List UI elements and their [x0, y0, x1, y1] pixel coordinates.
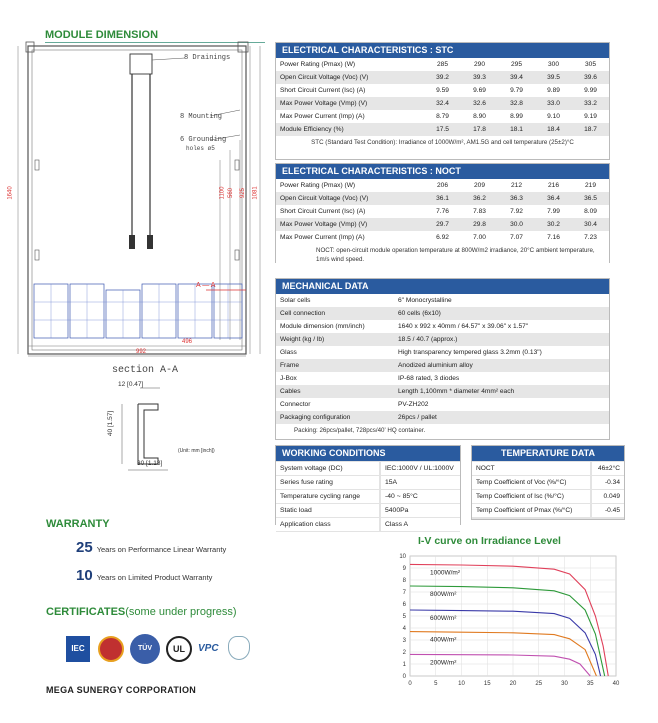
dim-height: 1640	[7, 186, 14, 200]
mechanical-panel	[275, 278, 610, 440]
stc-value: 32.4	[424, 97, 461, 110]
temperature-value: -0.34	[591, 476, 624, 490]
mechanical-row	[276, 346, 609, 359]
working-label: System voltage (DC)	[276, 462, 380, 476]
mechanical-value: Length 1,100mm * diameter 4mm² each	[394, 385, 609, 398]
stc-value: 9.59	[424, 84, 461, 97]
warranty-years-10: 10	[76, 567, 93, 584]
temperature-value: 46±2°C	[591, 462, 624, 476]
working-label: Series fuse rating	[276, 476, 380, 490]
working-title: WORKING CONDITIONS	[276, 446, 460, 461]
mechanical-label: Packaging configuration	[276, 411, 394, 424]
stc-value: 18.1	[498, 123, 535, 136]
ul-logo-icon: UL	[166, 636, 192, 662]
dim-1081: 1081	[252, 186, 259, 200]
noct-value: 36.4	[535, 192, 572, 205]
y-tick-label: 10	[399, 554, 406, 560]
temperature-label: Temp Coefficient of Isc (%/°C)	[472, 490, 591, 504]
mechanical-row	[276, 385, 609, 398]
dim-1100: 1100	[219, 186, 226, 200]
dim-992: 992	[136, 349, 147, 355]
stc-value: 33.2	[572, 97, 609, 110]
mechanical-title: MECHANICAL DATA	[276, 279, 609, 294]
noct-value: 8.09	[572, 205, 609, 218]
mechanical-table	[276, 294, 609, 424]
stc-row	[276, 71, 609, 84]
noct-value: 6.92	[424, 231, 461, 244]
mechanical-row	[276, 372, 609, 385]
series-label: 800W/m²	[430, 591, 457, 598]
mechanical-row	[276, 398, 609, 411]
temperature-panel	[471, 445, 625, 520]
stc-value: 18.4	[535, 123, 572, 136]
y-tick-label: 4	[402, 626, 406, 632]
stc-label: Max Power Current (Imp) (A)	[276, 110, 424, 123]
module-dimension-drawing	[7, 40, 272, 370]
stc-value: 9.19	[572, 110, 609, 123]
stc-value: 9.10	[535, 110, 572, 123]
tuv-logo-icon: TÜV	[130, 634, 160, 664]
mechanical-value: IP-68 rated, 3 diodes	[394, 372, 609, 385]
company-name: MEGA SUNERGY CORPORATION	[46, 685, 197, 695]
working-row	[276, 504, 460, 518]
stc-note: STC (Standard Test Condition): Irradiance of 1000W/m², AM1.5G and cell temperature (25±2)°C	[276, 136, 609, 149]
mechanical-label: Cell connection	[276, 307, 394, 320]
noct-note: NOCT: open-circuit module operation temperature at 800W/m2 irradiance, 20°C ambient temperature, 1m/s wind speed.	[276, 244, 609, 266]
stc-value: 285	[424, 58, 461, 71]
stc-label: Short Circuit Current (Isc) (A)	[276, 84, 424, 97]
noct-label: Max Power Current (Imp) (A)	[276, 231, 424, 244]
stc-value: 17.8	[461, 123, 498, 136]
mechanical-value: PV-ZH202	[394, 398, 609, 411]
stc-label: Power Rating (Pmax) (W)	[276, 58, 424, 71]
noct-value: 209	[461, 179, 498, 192]
noct-value: 29.8	[461, 218, 498, 231]
stc-value: 295	[498, 58, 535, 71]
temperature-row	[472, 476, 624, 490]
vpc-logo-icon: VPC	[198, 643, 219, 654]
noct-value: 212	[498, 179, 535, 192]
section-dim-height: 40 [1.57]	[107, 410, 115, 437]
module-dimension-title: MODULE DIMENSION	[45, 29, 159, 41]
certificates-subtitle: (some under progress)	[125, 606, 237, 618]
noct-value: 30.0	[498, 218, 535, 231]
y-tick-label: 9	[402, 566, 406, 572]
warranty-text-10: Years on Limited Product Warranty	[96, 573, 213, 582]
mechanical-row	[276, 333, 609, 346]
stc-value: 32.8	[498, 97, 535, 110]
working-value: 15A	[380, 476, 460, 490]
x-tick-label: 20	[509, 681, 517, 687]
working-value: Class A	[380, 518, 460, 532]
noct-label: Short Circuit Current (Isc) (A)	[276, 205, 424, 218]
mechanical-label: Cables	[276, 385, 394, 398]
mechanical-value: 1640 x 992 x 40mm / 64.57" x 39.06" x 1.57"	[394, 320, 609, 333]
stc-value: 9.89	[535, 84, 572, 97]
working-row	[276, 476, 460, 490]
noct-label: Power Rating (Pmax) (W)	[276, 179, 424, 192]
mechanical-label: J-Box	[276, 372, 394, 385]
y-tick-label: 3	[402, 638, 406, 644]
warranty-item-10	[76, 567, 212, 584]
mechanical-value: 60 cells (6x10)	[394, 307, 609, 320]
x-tick-label: 30	[561, 681, 568, 687]
noct-value: 36.5	[572, 192, 609, 205]
temperature-title: TEMPERATURE DATA	[472, 446, 624, 461]
stc-value: 300	[535, 58, 572, 71]
noct-row	[276, 179, 609, 192]
noct-value: 30.4	[572, 218, 609, 231]
stc-value: 9.69	[461, 84, 498, 97]
warranty-text-25: Years on Performance Linear Warranty	[96, 545, 227, 554]
section-dim-bottom: 30 [1.18]	[137, 460, 163, 467]
stc-value: 9.99	[572, 84, 609, 97]
noct-value: 7.00	[461, 231, 498, 244]
temperature-label: NOCT	[472, 462, 591, 476]
stc-label: Module Efficiency (%)	[276, 123, 424, 136]
dim-925: 925	[240, 187, 247, 199]
x-tick-label: 25	[535, 681, 543, 687]
stc-value: 18.7	[572, 123, 609, 136]
stc-value: 39.6	[572, 71, 609, 84]
noct-value: 7.23	[572, 231, 609, 244]
noct-value: 36.1	[424, 192, 461, 205]
noct-value: 219	[572, 179, 609, 192]
stc-value: 39.4	[498, 71, 535, 84]
temperature-label: Temp Coefficient of Voc (%/°C)	[472, 476, 591, 490]
working-label: Application class	[276, 518, 380, 532]
stc-value: 8.90	[461, 110, 498, 123]
series-label: 200W/m²	[430, 659, 457, 667]
y-tick-label: 6	[402, 602, 406, 608]
noct-value: 7.83	[461, 205, 498, 218]
mechanical-label: Solar cells	[276, 294, 394, 307]
mechanical-label: Glass	[276, 346, 394, 359]
noct-label: Open Circuit Voltage (Voc) (V)	[276, 192, 424, 205]
stc-row	[276, 97, 609, 110]
chart-title: I-V curve on Irradiance Level	[418, 535, 561, 547]
warranty-title: WARRANTY	[46, 518, 110, 530]
x-tick-label: 0	[408, 681, 412, 687]
noct-value: 36.3	[498, 192, 535, 205]
stc-label: Open Circuit Voltage (Voc) (V)	[276, 71, 424, 84]
y-tick-label: 2	[402, 650, 406, 656]
working-value: IEC:1000V / UL:1000V	[380, 462, 460, 476]
y-tick-label: 5	[402, 614, 406, 620]
working-table	[276, 462, 460, 532]
noct-panel	[275, 163, 610, 263]
y-tick-label: 8	[402, 578, 406, 584]
stc-value: 8.79	[424, 110, 461, 123]
mechanical-note: Packing: 26pcs/pallet, 728pcs/40' HQ container.	[276, 424, 609, 437]
x-tick-label: 5	[434, 681, 438, 687]
mechanical-value: Anodized aluminium alloy	[394, 359, 609, 372]
x-tick-label: 10	[458, 681, 465, 687]
noct-title: ELECTRICAL CHARACTERISTICS : NOCT	[276, 164, 609, 179]
temperature-label: Temp Coefficient of Pmax (%/°C)	[472, 504, 591, 518]
noct-value: 30.2	[535, 218, 572, 231]
stc-label: Max Power Voltage (Vmp) (V)	[276, 97, 424, 110]
mechanical-row	[276, 320, 609, 333]
working-row	[276, 490, 460, 504]
certificates-title	[46, 606, 237, 618]
mcs-logo-icon	[98, 636, 124, 662]
stc-value: 8.99	[498, 110, 535, 123]
mechanical-value: High transparency tempered glass 3.2mm (0.13")	[394, 346, 609, 359]
stc-panel	[275, 42, 610, 160]
working-value: 5400Pa	[380, 504, 460, 518]
series-label: 1000W/m²	[430, 569, 460, 577]
noct-label: Max Power Voltage (Vmp) (V)	[276, 218, 424, 231]
temperature-table	[472, 462, 624, 518]
nos-logo-icon	[228, 636, 250, 660]
y-tick-label: 7	[402, 590, 406, 596]
noct-row	[276, 205, 609, 218]
noct-value: 29.7	[424, 218, 461, 231]
y-tick-label: 0	[402, 674, 406, 680]
dim-496: 496	[182, 339, 193, 345]
mechanical-row	[276, 294, 609, 307]
stc-row	[276, 110, 609, 123]
mechanical-label: Weight (kg / lb)	[276, 333, 394, 346]
mechanical-row	[276, 307, 609, 320]
noct-value: 206	[424, 179, 461, 192]
mechanical-value: 6" Monocrystalline	[394, 294, 609, 307]
mechanical-row	[276, 359, 609, 372]
dim-560: 560	[228, 187, 235, 199]
unit-note: (Unit: mm [inch])	[178, 448, 215, 454]
iv-curve-chart	[392, 550, 624, 695]
noct-value: 7.99	[535, 205, 572, 218]
stc-table	[276, 58, 609, 136]
x-tick-label: 35	[586, 681, 594, 687]
mechanical-label: Frame	[276, 359, 394, 372]
noct-row	[276, 231, 609, 244]
y-tick-label: 1	[402, 662, 406, 668]
stc-value: 17.5	[424, 123, 461, 136]
working-row	[276, 518, 460, 532]
temperature-value: 0.049	[591, 490, 624, 504]
mechanical-value: 26pcs / pallet	[394, 411, 609, 424]
noct-value: 7.07	[498, 231, 535, 244]
x-tick-label: 15	[483, 681, 491, 687]
noct-value: 7.16	[535, 231, 572, 244]
stc-value: 39.5	[535, 71, 572, 84]
noct-value: 7.92	[498, 205, 535, 218]
section-marker: A — A	[196, 282, 216, 289]
series-label: 600W/m²	[430, 615, 457, 622]
drainings-label: 8 Drainings	[184, 54, 231, 62]
stc-value: 9.79	[498, 84, 535, 97]
stc-value: 33.0	[535, 97, 572, 110]
mechanical-row	[276, 411, 609, 424]
certificates-title-text: CERTIFICATES	[46, 606, 126, 618]
temperature-row	[472, 462, 624, 476]
noct-value: 216	[535, 179, 572, 192]
mounting-label: 8 Mounting	[180, 113, 223, 121]
iec-logo-icon: IEC	[66, 636, 90, 662]
noct-table	[276, 179, 609, 244]
x-tick-label: 40	[612, 681, 620, 687]
stc-title: ELECTRICAL CHARACTERISTICS : STC	[276, 43, 609, 58]
working-value: -40 ~ 85°C	[380, 490, 460, 504]
stc-value: 39.2	[424, 71, 461, 84]
stc-value: 32.6	[461, 97, 498, 110]
temperature-row	[472, 490, 624, 504]
series-label: 400W/m²	[430, 636, 457, 644]
stc-row	[276, 84, 609, 97]
certificate-logos	[66, 632, 246, 668]
noct-value: 7.76	[424, 205, 461, 218]
warranty-item-25	[76, 539, 226, 556]
stc-value: 290	[461, 58, 498, 71]
working-panel	[275, 445, 461, 528]
working-row	[276, 462, 460, 476]
stc-value: 305	[572, 58, 609, 71]
mechanical-label: Connector	[276, 398, 394, 411]
section-profile-drawing	[110, 378, 230, 473]
grounding-label: 6 Grounding	[180, 136, 227, 144]
mechanical-label: Module dimension (mm/inch)	[276, 320, 394, 333]
stc-row	[276, 58, 609, 71]
temperature-value: -0.45	[591, 504, 624, 518]
section-title: section A-A	[112, 365, 179, 376]
section-dim-top: 12 [0.47]	[118, 381, 144, 388]
mechanical-value: 18.5 / 40.7 (approx.)	[394, 333, 609, 346]
noct-row	[276, 192, 609, 205]
temperature-row	[472, 504, 624, 518]
noct-value: 36.2	[461, 192, 498, 205]
noct-row	[276, 218, 609, 231]
stc-value: 39.3	[461, 71, 498, 84]
grounding-holes-label: holes ø5	[186, 145, 215, 152]
warranty-years-25: 25	[76, 539, 93, 556]
working-label: Temperature cycling range	[276, 490, 380, 504]
working-label: Static load	[276, 504, 380, 518]
stc-row	[276, 123, 609, 136]
